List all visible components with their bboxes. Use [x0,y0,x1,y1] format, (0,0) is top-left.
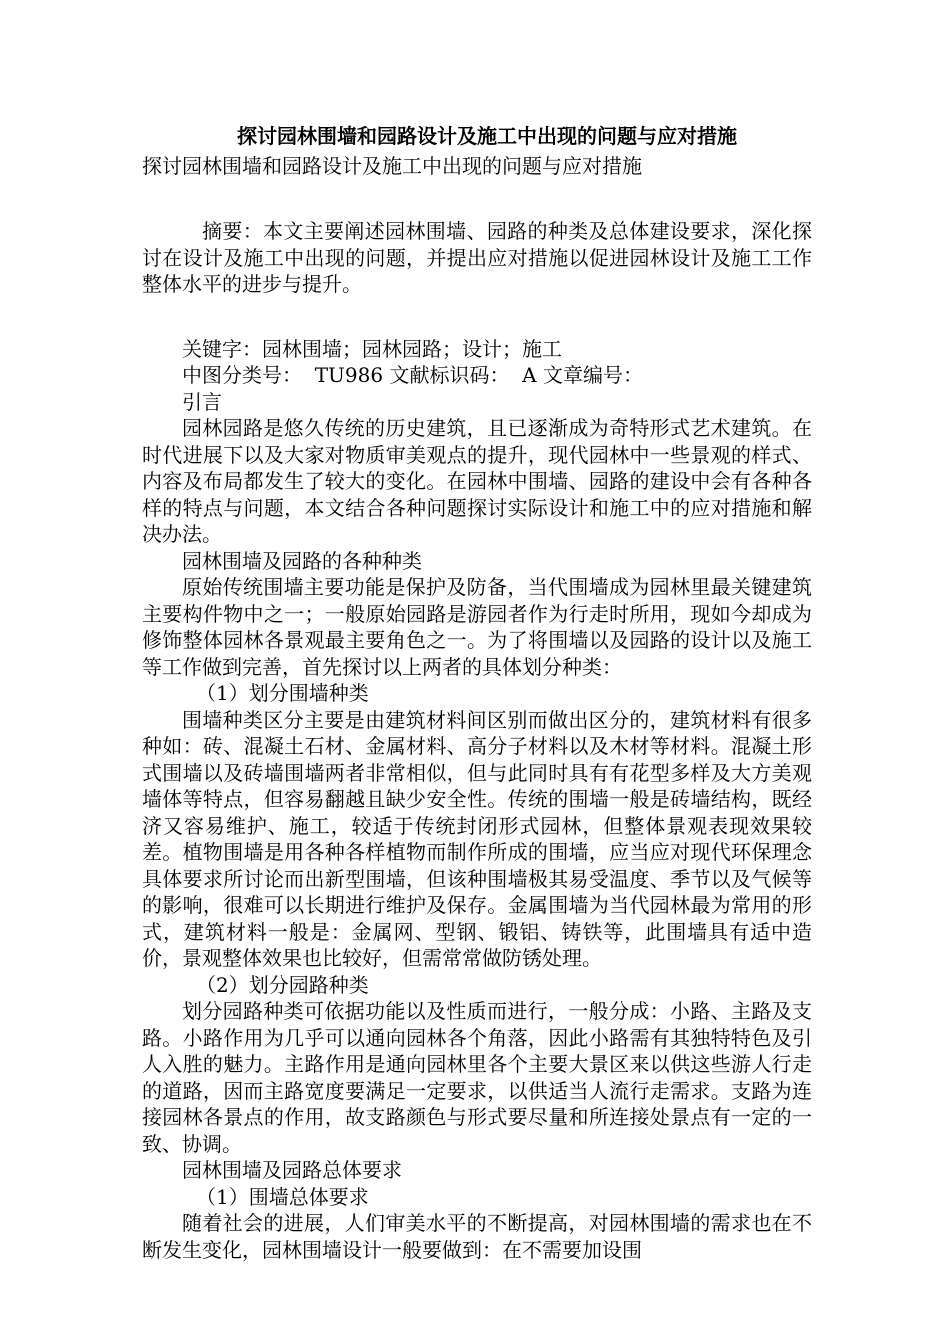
keywords-line: 关键字：园林围墙；园林园路；设计；施工 [182,336,562,361]
intro-heading: 引言 [182,389,222,414]
subheading-wall-types: （1）划分围墙种类 [196,681,369,705]
subheading-wall-requirements: （1）围墙总体要求 [196,1184,369,1209]
abstract-paragraph: 摘要：本文主要阐述园林围墙、园路的种类及总体建设要求，深化探讨在设计及施工中出现的问题，并提出应对措施以促进园林设计及施工工作整体水平的进步与提升。 [142,219,812,296]
wall-types-paragraph: 围墙种类区分主要是由建筑材料间区别而做出区分的，建筑材料有很多种如：砖、混凝土石材、金属材料、高分子材料以及木材等材料。混凝土形式围墙以及砖墙围墙两者非常相似，但与此同时具有有花型多样及大方美观墙体等特点，但容易翻越且缺少安全性。传统的围墙一般是砖墙结构，既经济又容易维护、施工，较适于传统封闭形式园林，但整体景观表现效果较差。植物围墙是用各种各样植物而制作所成的围墙，应当应对现代环保理念具体要求所讨论而出新型围墙，但该种围墙极其易受温度、季节以及气候等的影响，很难可以长期进行维护及保存。金属围墙为当代园林最为常用的形式，建筑材料一般是：金属网、型钢、锻铝、铸铁等，此围墙具有适中造价，景观整体效果也比较好，但需常常做防锈处理。 [142,707,812,970]
section-heading-requirements: 园林围墙及园路总体要求 [182,1158,402,1182]
section-heading-types: 园林围墙及园路的各种种类 [182,548,422,573]
road-types-paragraph: 划分园路种类可依据功能以及性质而进行，一般分成：小路、主路及支路。小路作用为几乎可以通向园林各个角落，因此小路需有其独特特色及引人入胜的魅力。主路作用是通向园林里各个主要大景区来以供这些游人行走的道路，因而主路宽度要满足一定要求，以供适当人流行走需求。支路为连接园林各景点的作用，故支路颜色与形式要尽量和所连接处景点有一定的一致、协调。 [142,999,812,1156]
document-subtitle: 探讨园林围墙和园路设计及施工中出现的问题与应对措施 [142,154,642,178]
document-title: 探讨园林围墙和园路设计及施工中出现的问题与应对措施 [237,124,737,148]
wall-requirements-paragraph: 随着社会的进展，人们审美水平的不断提高，对园林围墙的需求也在不断发生变化，园林围墙设计一般要做到：在不需要加设围 [142,1211,812,1262]
classification-line: 中图分类号： TU986 文献标识码： A 文章编号： [182,363,643,387]
subheading-road-types: （2）划分园路种类 [196,972,369,997]
document-page [142,120,812,1263]
intro-paragraph: 园林园路是悠久传统的历史建筑，且已逐渐成为奇特形式艺术建筑。在时代进展下以及大家对物质审美观点的提升，现代园林中一些景观的样式、内容及布局都发生了较大的变化。在园林中围墙、园路的建设中会有各种各样的特点与问题，本文结合各种问题探讨实际设计和施工中的应对措施和解决办法。 [142,416,812,546]
types-paragraph: 原始传统围墙主要功能是保护及防备，当代围墙成为园林里最关键建筑主要构件物中之一；一般原始园路是游园者作为行走时所用，现如今却成为修饰整体园林各景观最主要角色之一。为了将围墙以及园路的设计以及施工等工作做到完善，首先探讨以上两者的具体划分种类： [142,575,812,679]
